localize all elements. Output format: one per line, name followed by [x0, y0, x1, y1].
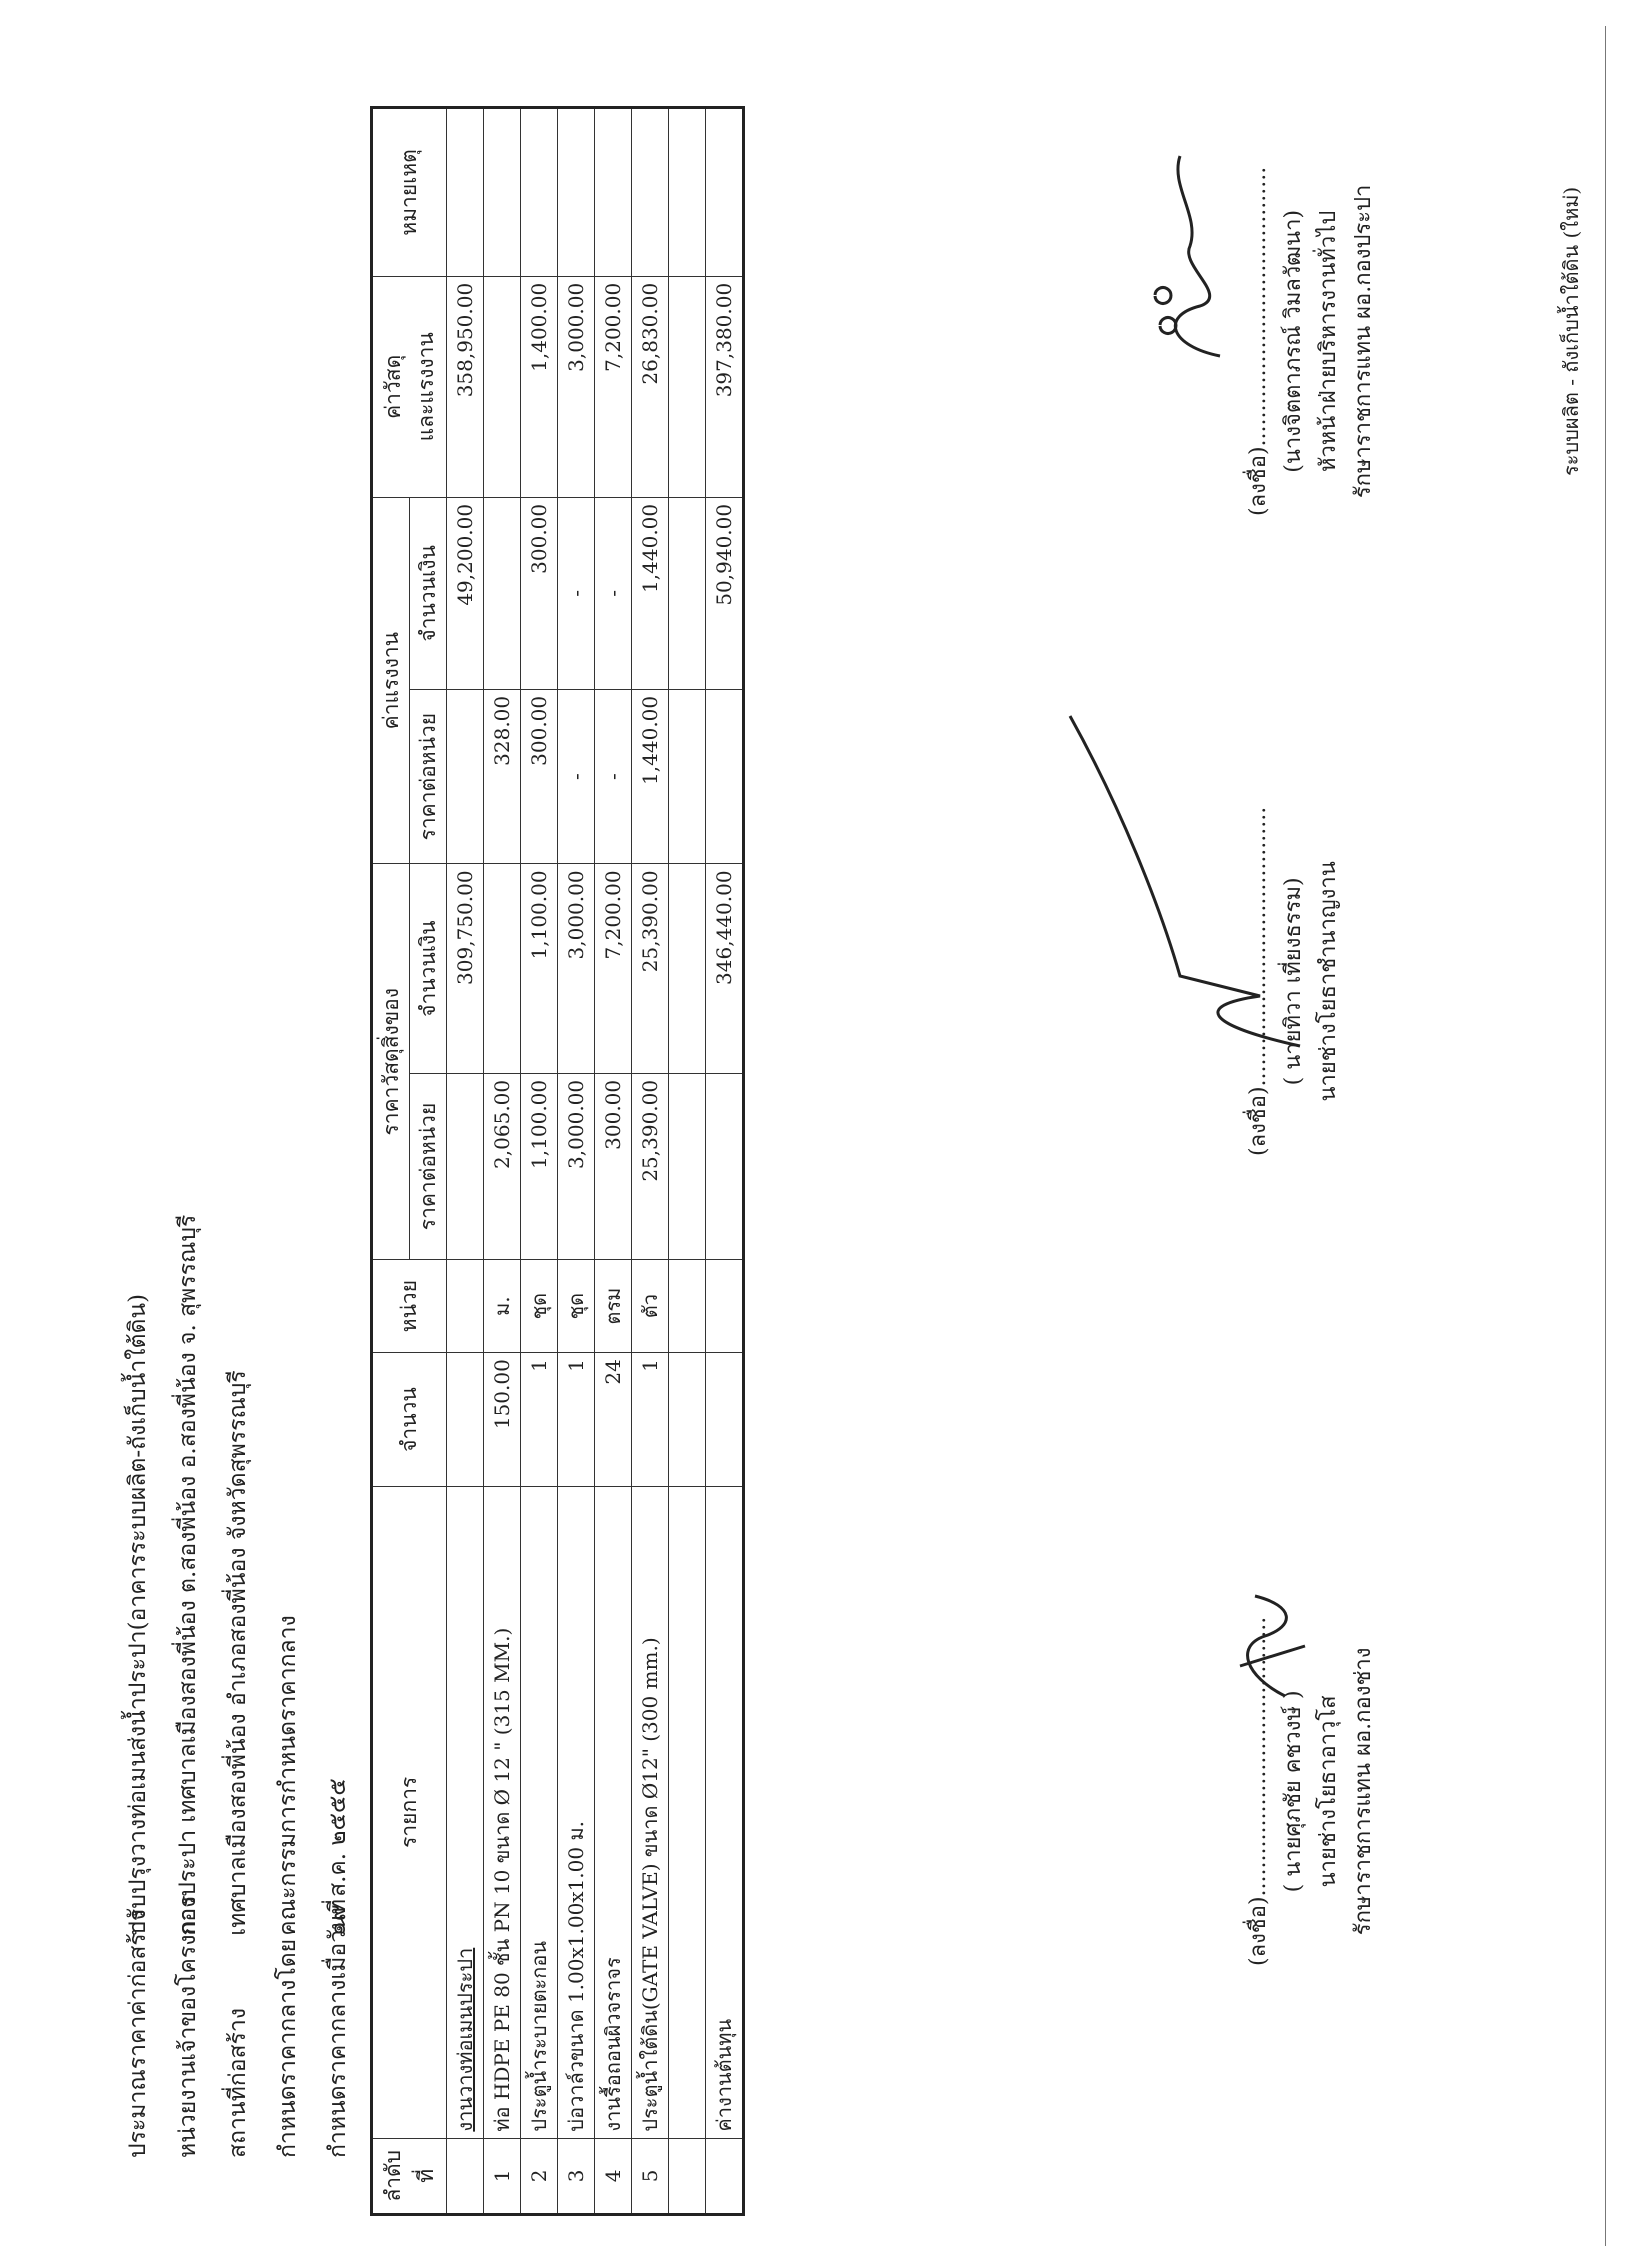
cell-remark [521, 108, 558, 277]
section-row [447, 108, 484, 2215]
cell-unit: ตรม [595, 1260, 632, 1353]
cell-remark [447, 108, 484, 277]
signer-role: รักษาราชการแทน ผอ.กองประปา [1351, 184, 1376, 499]
cell-lab-unit [447, 689, 484, 864]
header-value: คณะกรรมการกำหนดราคากลาง [275, 1615, 301, 1936]
col-header-qty: จำนวน [372, 1353, 447, 1487]
cell-unit [447, 1260, 484, 1353]
cell-item: ท่อ HDPE PE 80 ชั้น PN 10 ขนาด Ø 12 " (315 MM.) [484, 1486, 521, 2138]
cell-no: 4 [595, 2138, 632, 2214]
col-header-total [372, 276, 447, 497]
direct-cost-label: ค่างานต้นทุน [706, 1486, 744, 2138]
cell-qty: 1 [558, 1353, 595, 1487]
col-header-unit: หน่วย [372, 1260, 447, 1353]
col-header-total-top: ค่าวัสดุ [380, 354, 405, 419]
signer-name: (นางจิตตาภรณ์ วิมลวัฒนา) [1281, 209, 1306, 473]
cell-mat-amount: 3,000.00 [558, 864, 595, 1073]
cell-no: 3 [558, 2138, 595, 2214]
col-header-labor-group: ค่าแรงงาน [372, 497, 410, 864]
cell-mat-amount: 7,200.00 [595, 864, 632, 1073]
cell-item: ประตูน้ำระบายตะกอน [521, 1486, 558, 2138]
col-header-item: รายการ [372, 1486, 447, 2138]
signer-name: ( นายทิวา เที่ยงธรรม) [1281, 877, 1306, 1086]
signer-position: นายช่างโยธาชำนาญงาน [1316, 861, 1341, 1102]
direct-cost-row [706, 108, 744, 2215]
signature-block-3 [1240, 167, 1380, 516]
table-row [558, 108, 595, 2215]
cell-remark [558, 108, 595, 277]
header-row-date [320, 1778, 356, 2158]
cell-lab-unit: - [558, 689, 595, 864]
section-total: 358,950.00 [447, 276, 484, 497]
col-header-no: ลำดับที่ [372, 2138, 447, 2214]
header-value: ๑๙ ส.ค. ๒๕๕๕ [325, 1778, 351, 1936]
cell-no: 2 [521, 2138, 558, 2214]
col-header-mat-unit-price: ราคาต่อหน่วย [410, 1073, 447, 1259]
cell-mat-unit: 2,065.00 [484, 1073, 521, 1259]
cell-lab-unit: 1,440.00 [632, 689, 669, 864]
table-row [521, 108, 558, 2215]
signer-name: ( นายศุภชัย คชวงษ์ ) [1281, 1690, 1306, 1893]
cell-total: 3,000.00 [558, 276, 595, 497]
direct-cost-total: 397,380.00 [706, 276, 744, 497]
cell-total: 1,400.00 [521, 276, 558, 497]
cell-qty: 1 [632, 1353, 669, 1487]
signature-line: (ลงชื่อ)........................................ [1246, 166, 1271, 516]
header-row-owner [170, 1215, 206, 2158]
col-header-lab-amount: จำนวนเงิน [410, 497, 447, 689]
blank-row [669, 108, 706, 2215]
cell-total: 7,200.00 [595, 276, 632, 497]
cell-unit: ตัว [632, 1260, 669, 1353]
signer-role: รักษาราชการแทน ผอ.กองช่าง [1351, 1647, 1376, 1936]
cell-mat-amount: 25,390.00 [632, 864, 669, 1073]
cell-lab-unit: 328.00 [484, 689, 521, 864]
cell-no [447, 2138, 484, 2214]
header-value: กองประปา เทศบาลเมืองสองพี่น้อง ต.สองพี่น้อง อ.สองพี่น้อง จ. สุพรรณบุรี [175, 1214, 201, 1936]
table-row [632, 108, 669, 2215]
col-header-material-group: ราคาวัสดุสิ่งของ [372, 864, 410, 1260]
table-row [484, 108, 521, 2215]
col-header-total-bottom: และแรงงาน [413, 332, 438, 442]
handwritten-signature-1 [1225, 1586, 1315, 1706]
cell-lab-amount: 1,440.00 [632, 497, 669, 689]
cell-mat-unit [447, 1073, 484, 1259]
bottom-edge-line [1605, 26, 1606, 2246]
cell-item: งานรื้อถอนผิวจราจร [595, 1486, 632, 2138]
section-title: งานวางท่อเมนประปา [447, 1486, 484, 2138]
cell-mat-unit: 300.00 [595, 1073, 632, 1259]
cell-no: 5 [632, 2138, 669, 2214]
cell-remark [632, 108, 669, 277]
header-value: เทศบาลเมืองสองพี่น้อง อำเภอสองพี่น้อง จังหวัดสุพรรณบุรี [225, 1370, 251, 1936]
cell-lab-amount [484, 497, 521, 689]
header-label: ประมาณราคาค่าก่อสร้าง [125, 1909, 151, 2158]
direct-cost-mat: 346,440.00 [706, 864, 744, 1073]
cell-remark [484, 108, 521, 277]
cell-total [484, 276, 521, 497]
cell-no: 1 [484, 2138, 521, 2214]
cell-qty: 1 [521, 1353, 558, 1487]
cell-lab-amount: - [595, 497, 632, 689]
cell-unit: ชุด [521, 1260, 558, 1353]
cell-item: บ่อวาล์วขนาด 1.00x1.00x1.00 ม. [558, 1486, 595, 2138]
signature-line: (ลงชื่อ)........................................ [1246, 806, 1271, 1156]
cell-lab-unit: 300.00 [521, 689, 558, 864]
signature-line: (ลงชื่อ)........................................ [1246, 1616, 1271, 1966]
header-label: กำหนดราคากลางเมื่อวันที่ [325, 1898, 351, 2158]
price-estimate-table [370, 106, 745, 2216]
header-label: สถานที่ก่อสร้าง [225, 2007, 251, 2158]
header-row-location [220, 1370, 256, 2158]
cell-mat-unit: 1,100.00 [521, 1073, 558, 1259]
cell-lab-unit: - [595, 689, 632, 864]
cell-no [706, 2138, 744, 2214]
header-row-committee [270, 1615, 306, 2158]
cell-mat-amount: 1,100.00 [521, 864, 558, 1073]
cell-qty: 150.00 [484, 1353, 521, 1487]
cell-mat-amount [484, 864, 521, 1073]
section-mat-amount: 309,750.00 [447, 864, 484, 1073]
cell-qty: 24 [595, 1353, 632, 1487]
cell-unit: ชุด [558, 1260, 595, 1353]
cell-item: ประตูน้ำใต้ดิน(GATE VALVE) ขนาด Ø12" (300 mm.) [632, 1486, 669, 2138]
col-header-mat-amount: จำนวนเงิน [410, 864, 447, 1073]
header-label: หน่วยงานเจ้าของโครงการ [175, 1895, 201, 2158]
cell-total: 26,830.00 [632, 276, 669, 497]
signer-position: นายช่างโยธาอาวุโส [1316, 1695, 1341, 1888]
handwritten-signature-3 [1140, 146, 1250, 366]
cell-unit: ม. [484, 1260, 521, 1353]
col-header-lab-unit-price: ราคาต่อหน่วย [410, 689, 447, 864]
cell-mat-unit: 3,000.00 [558, 1073, 595, 1259]
header-value: ปรับปรุงวางท่อเมนส่งน้ำประปา(อาคารระบบผลิต-ถังเก็บน้ำใต้ดิน) [125, 1293, 151, 1936]
cell-lab-amount: - [558, 497, 595, 689]
direct-cost-lab: 50,940.00 [706, 497, 744, 689]
footer-note: ระบบผลิต - ถังเก็บน้ำใต้ดิน (ใหม่) [1559, 186, 1583, 476]
cell-lab-amount: 300.00 [521, 497, 558, 689]
handwritten-signature-2 [1060, 706, 1320, 1066]
table-row [595, 108, 632, 2215]
cell-qty [447, 1353, 484, 1487]
section-lab-amount: 49,200.00 [447, 497, 484, 689]
signer-position: หัวหน้าฝ่ายบริหารงานทั่วไป [1316, 210, 1341, 473]
cell-remark [595, 108, 632, 277]
cell-mat-unit: 25,390.00 [632, 1073, 669, 1259]
header-row-project [120, 1294, 156, 2158]
col-header-remark: หมายเหตุ [372, 108, 447, 277]
header-label: กำหนดราคากลางโดย [275, 1938, 301, 2158]
